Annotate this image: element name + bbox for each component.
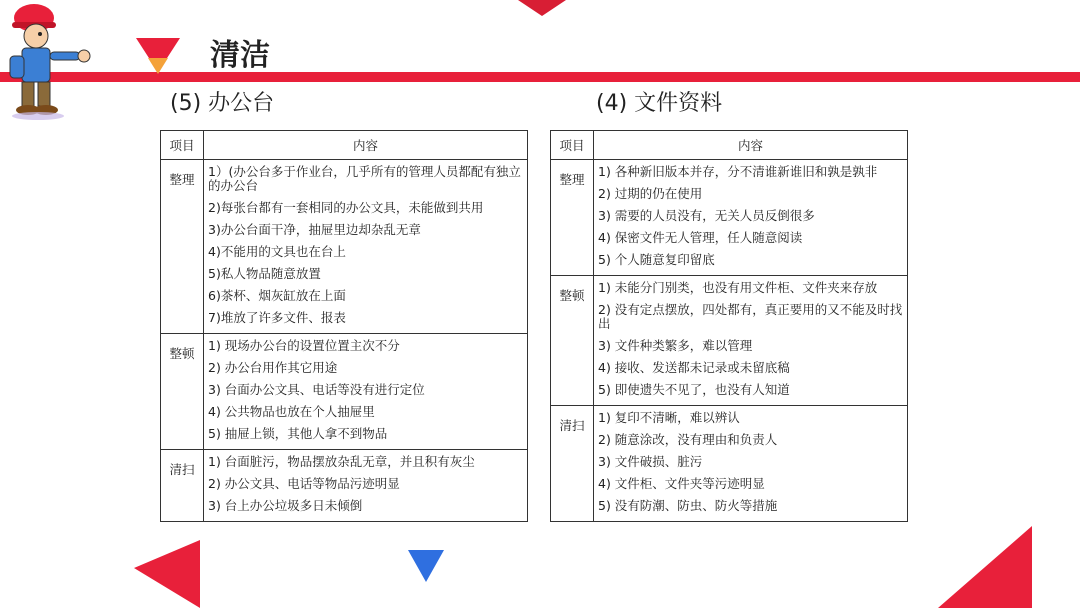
content-line: 1) 未能分门别类，也没有用文件柜、文件夹来存放 — [598, 280, 878, 295]
content-line: 4) 公共物品也放在个人抽屉里 — [208, 404, 375, 419]
col-header-item: 项目 — [551, 131, 594, 160]
table-row — [161, 450, 528, 522]
office-desk-table — [160, 130, 528, 522]
content-line: 5) 个人随意复印留底 — [598, 252, 715, 267]
col-header-content: 内容 — [594, 131, 908, 160]
table-row — [161, 334, 528, 450]
content-line: 2) 过期的仍在使用 — [598, 186, 703, 201]
row-item-label: 清扫 — [161, 450, 204, 522]
col-header-content: 内容 — [204, 131, 528, 160]
row-content — [594, 406, 908, 522]
content-line: 3) 台上办公垃圾多日未倾倒 — [208, 498, 363, 513]
left-section-heading: (5) 办公台 — [170, 91, 275, 116]
content-line: 1) 各种新旧版本并存，分不清谁新谁旧和孰是孰非 — [598, 164, 878, 179]
decor-triangle-bottom-right — [938, 526, 1032, 608]
content-line: 2) 办公台用作其它用途 — [208, 360, 338, 375]
row-item-label: 整顿 — [161, 334, 204, 450]
row-item-label: 整顿 — [551, 276, 594, 406]
content-line: 1) 复印不清晰，难以辨认 — [598, 410, 740, 425]
right-section-heading: (4) 文件资料 — [596, 91, 723, 116]
table-row — [161, 160, 528, 334]
content-line: 4)不能用的文具也在台上 — [208, 244, 346, 259]
content-line: 2) 办公文具、电话等物品污迹明显 — [208, 476, 400, 491]
table-row — [551, 406, 908, 522]
row-item-label: 整理 — [161, 160, 204, 334]
row-content — [204, 450, 528, 522]
content-line: 2) 随意涂改，没有理由和负责人 — [598, 432, 778, 447]
content-line: 3) 文件破损、脏污 — [598, 454, 703, 469]
content-line: 2) 没有定点摆放，四处都有，真正要用的又不能及时找出 — [598, 302, 903, 331]
row-content — [204, 334, 528, 450]
content-line: 5) 抽屉上锁，其他人拿不到物品 — [208, 426, 388, 441]
row-item-label: 清扫 — [551, 406, 594, 522]
worker-mascot-icon — [4, 0, 96, 122]
row-content — [594, 276, 908, 406]
content-line: 5) 没有防潮、防虫、防火等措施 — [598, 498, 778, 513]
row-content — [594, 160, 908, 276]
content-line: 1）(办公台多于作业台，几乎所有的管理人员都配有独立的办公台 — [208, 164, 521, 193]
title-triangle-orange — [148, 58, 168, 74]
content-line: 4) 接收、发送都未记录或未留底稿 — [598, 360, 790, 375]
col-header-item: 项目 — [161, 131, 204, 160]
content-line: 1) 现场办公台的设置位置主次不分 — [208, 338, 400, 353]
content-line: 7)堆放了许多文件、报表 — [208, 310, 346, 325]
content-line: 1) 台面脏污，物品摆放杂乱无章，并且积有灰尘 — [208, 454, 475, 469]
content-line: 4) 保密文件无人管理，任人随意阅读 — [598, 230, 803, 245]
content-line: 2)每张台都有一套相同的办公文具，未能做到共用 — [208, 200, 484, 215]
content-line: 5)私人物品随意放置 — [208, 266, 321, 281]
decor-triangle-blue — [408, 550, 444, 582]
decor-triangle-top — [518, 0, 566, 16]
row-item-label: 整理 — [551, 160, 594, 276]
content-line: 6)茶杯、烟灰缸放在上面 — [208, 288, 346, 303]
documents-table — [550, 130, 908, 522]
content-line: 3) 台面办公文具、电话等没有进行定位 — [208, 382, 425, 397]
content-line: 4) 文件柜、文件夹等污迹明显 — [598, 476, 765, 491]
content-line: 5) 即使遗失不见了，也没有人知道 — [598, 382, 790, 397]
table-row — [551, 160, 908, 276]
content-line: 3) 文件种类繁多，难以管理 — [598, 338, 753, 353]
content-line: 3) 需要的人员没有，无关人员反倒很多 — [598, 208, 815, 223]
content-line: 3)办公台面干净，抽屉里边却杂乱无章 — [208, 222, 421, 237]
decor-triangle-bottom-left — [134, 540, 200, 608]
page-title: 清洁 — [210, 38, 270, 73]
table-header-row — [551, 131, 908, 160]
table-row — [551, 276, 908, 406]
row-content — [204, 160, 528, 334]
table-header-row — [161, 131, 528, 160]
